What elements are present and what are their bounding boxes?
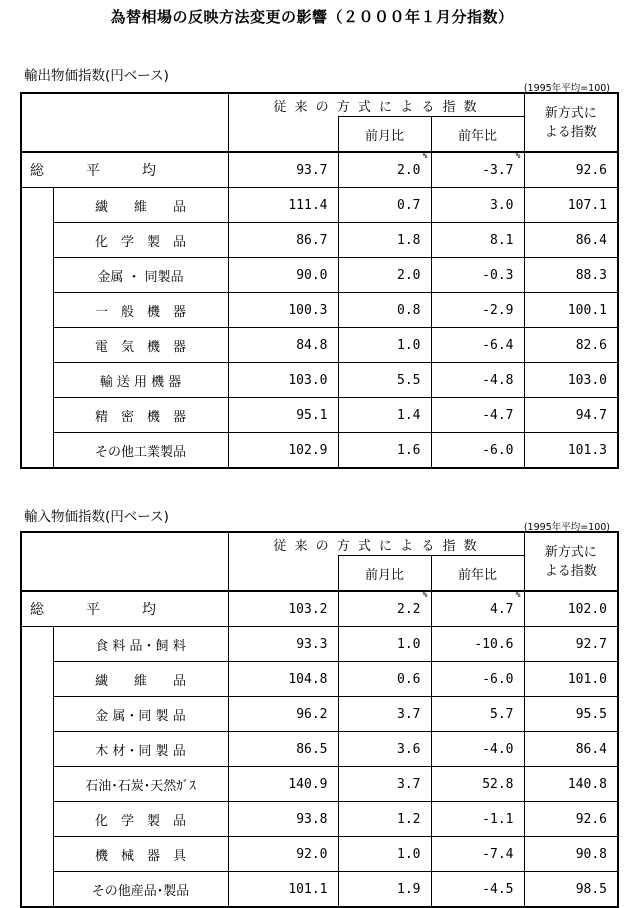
old-method-header: 従 来 の 方 式 に よ る 指 数 xyxy=(228,532,524,556)
percent-mark: % xyxy=(422,590,428,599)
import-section-title: 輸入物価指数(円ベース) xyxy=(24,509,169,525)
old-index-value: 104.8 xyxy=(228,662,338,697)
category-label: 機 械 器 具 xyxy=(53,837,228,872)
yoy-value: 3.0 xyxy=(431,188,524,223)
old-index-value: 100.3 xyxy=(228,293,338,328)
new-index-value: 86.4 xyxy=(524,223,618,258)
total-old-value: 103.2 xyxy=(228,591,338,627)
yoy-value: -4.0 xyxy=(431,732,524,767)
old-index-value: 92.0 xyxy=(228,837,338,872)
category-label: 化 学 製 品 xyxy=(53,802,228,837)
yoy-value: 5.7 xyxy=(431,697,524,732)
new-index-value: 107.1 xyxy=(524,188,618,223)
old-index-value: 140.9 xyxy=(228,767,338,802)
percent-mark: % xyxy=(515,151,521,160)
total-mom-value: 2.0 xyxy=(397,162,421,178)
old-index-value: 84.8 xyxy=(228,328,338,363)
yoy-value: -4.5 xyxy=(431,872,524,908)
new-method-header xyxy=(524,93,618,152)
yoy-value: -4.7 xyxy=(431,398,524,433)
new-index-value: 140.8 xyxy=(524,767,618,802)
old-index-value: 102.9 xyxy=(228,433,338,469)
new-method-header-line2: よる指数 xyxy=(544,563,597,579)
yoy-value: -6.0 xyxy=(431,662,524,697)
new-method-header-line1: 新方式に xyxy=(544,544,597,560)
new-method-header xyxy=(524,532,618,591)
yoy-value: -7.4 xyxy=(431,837,524,872)
old-index-value: 90.0 xyxy=(228,258,338,293)
category-label: 電 気 機 器 xyxy=(53,328,228,363)
old-index-value: 86.7 xyxy=(228,223,338,258)
total-old-value: 93.7 xyxy=(228,152,338,188)
total-label: 総 平 均 xyxy=(21,152,228,188)
yoy-value: 8.1 xyxy=(431,223,524,258)
new-method-header-line2: よる指数 xyxy=(544,124,597,140)
total-row xyxy=(21,591,618,627)
total-new-value: 102.0 xyxy=(524,591,618,627)
yoy-value: -6.0 xyxy=(431,433,524,469)
table-row xyxy=(21,627,618,662)
table-row xyxy=(21,433,618,469)
old-index-value: 95.1 xyxy=(228,398,338,433)
yoy-value: -0.3 xyxy=(431,258,524,293)
new-index-value: 100.1 xyxy=(524,293,618,328)
mom-header: 前月比 xyxy=(338,117,431,153)
total-new-value: 92.6 xyxy=(524,152,618,188)
new-index-value: 90.8 xyxy=(524,837,618,872)
new-index-value: 88.3 xyxy=(524,258,618,293)
export-section-title: 輸出物価指数(円ベース) xyxy=(24,68,169,84)
new-index-value: 82.6 xyxy=(524,328,618,363)
yoy-value: -4.8 xyxy=(431,363,524,398)
mom-value: 1.6 xyxy=(338,433,431,469)
mom-value: 1.0 xyxy=(338,837,431,872)
mom-value: 0.6 xyxy=(338,662,431,697)
mom-value: 1.8 xyxy=(338,223,431,258)
category-label: 木 材・同 製 品 xyxy=(53,732,228,767)
yoy-value: 52.8 xyxy=(431,767,524,802)
mom-value: 1.4 xyxy=(338,398,431,433)
table-row xyxy=(21,872,618,908)
yoy-header: 前年比 xyxy=(431,117,524,153)
new-method-header-line1: 新方式に xyxy=(544,105,597,121)
old-index-value: 86.5 xyxy=(228,732,338,767)
export-price-index-table xyxy=(20,92,619,469)
new-index-value: 92.7 xyxy=(524,627,618,662)
table-row xyxy=(21,223,618,258)
category-label: 化 学 製 品 xyxy=(53,223,228,258)
percent-mark: % xyxy=(515,590,521,599)
category-label: 繊 維 品 xyxy=(53,662,228,697)
yoy-value: -6.4 xyxy=(431,328,524,363)
yoy-value: -2.9 xyxy=(431,293,524,328)
table-row xyxy=(21,188,618,223)
yoy-value: -10.6 xyxy=(431,627,524,662)
category-label: 金 属・同 製 品 xyxy=(53,697,228,732)
mom-value: 5.5 xyxy=(338,363,431,398)
total-yoy-cell xyxy=(431,152,524,188)
category-label: 一 般 機 器 xyxy=(53,293,228,328)
category-label: 金属 ・ 同製品 xyxy=(53,258,228,293)
total-mom-cell xyxy=(338,152,431,188)
old-index-value: 111.4 xyxy=(228,188,338,223)
new-index-value: 101.3 xyxy=(524,433,618,469)
total-yoy-cell xyxy=(431,591,524,627)
new-index-value: 92.6 xyxy=(524,802,618,837)
import-base-note: (1995年平均=100) xyxy=(523,522,610,533)
table-row xyxy=(21,363,618,398)
table-row xyxy=(21,697,618,732)
new-index-value: 94.7 xyxy=(524,398,618,433)
total-row xyxy=(21,152,618,188)
table-row xyxy=(21,293,618,328)
total-label: 総 平 均 xyxy=(21,591,228,627)
category-label: 食 料 品・飼 料 xyxy=(53,627,228,662)
mom-value: 3.6 xyxy=(338,732,431,767)
mom-value: 1.0 xyxy=(338,328,431,363)
header-row xyxy=(21,532,618,556)
export-base-note: (1995年平均=100) xyxy=(523,83,610,94)
table-row xyxy=(21,767,618,802)
total-mom-cell xyxy=(338,591,431,627)
old-index-value: 103.0 xyxy=(228,363,338,398)
new-index-value: 101.0 xyxy=(524,662,618,697)
old-method-header: 従 来 の 方 式 に よ る 指 数 xyxy=(228,93,524,117)
mom-value: 3.7 xyxy=(338,767,431,802)
category-label: 輸 送 用 機 器 xyxy=(53,363,228,398)
old-index-value: 96.2 xyxy=(228,697,338,732)
table-row xyxy=(21,258,618,293)
mom-value: 3.7 xyxy=(338,697,431,732)
category-label: その他産品･製品 xyxy=(53,872,228,908)
mom-value: 2.0 xyxy=(338,258,431,293)
category-label: 繊 維 品 xyxy=(53,188,228,223)
table-row xyxy=(21,732,618,767)
new-index-value: 103.0 xyxy=(524,363,618,398)
old-index-value: 101.1 xyxy=(228,872,338,908)
old-index-value: 93.8 xyxy=(228,802,338,837)
new-index-value: 95.5 xyxy=(524,697,618,732)
total-yoy-value: -3.7 xyxy=(482,162,514,178)
old-index-value: 93.3 xyxy=(228,627,338,662)
yoy-header: 前年比 xyxy=(431,556,524,592)
yoy-value: -1.1 xyxy=(431,802,524,837)
percent-mark: % xyxy=(422,151,428,160)
mom-value: 1.9 xyxy=(338,872,431,908)
category-label: 石油･石炭･天然ｶﾞｽ xyxy=(53,767,228,802)
new-index-value: 86.4 xyxy=(524,732,618,767)
page-title: 為替相場の反映方法変更の影響（２０００年１月分指数） xyxy=(110,8,514,26)
table-row xyxy=(21,662,618,697)
category-label: その他工業製品 xyxy=(53,433,228,469)
mom-value: 0.8 xyxy=(338,293,431,328)
table-row xyxy=(21,802,618,837)
mom-value: 0.7 xyxy=(338,188,431,223)
mom-value: 1.0 xyxy=(338,627,431,662)
category-label: 精 密 機 器 xyxy=(53,398,228,433)
total-mom-value: 2.2 xyxy=(397,601,421,617)
new-index-value: 98.5 xyxy=(524,872,618,908)
table-row xyxy=(21,328,618,363)
mom-value: 1.2 xyxy=(338,802,431,837)
table-row xyxy=(21,837,618,872)
total-yoy-value: 4.7 xyxy=(490,601,514,617)
table-row xyxy=(21,398,618,433)
mom-header: 前月比 xyxy=(338,556,431,592)
header-row xyxy=(21,93,618,117)
import-price-index-table xyxy=(20,531,619,908)
